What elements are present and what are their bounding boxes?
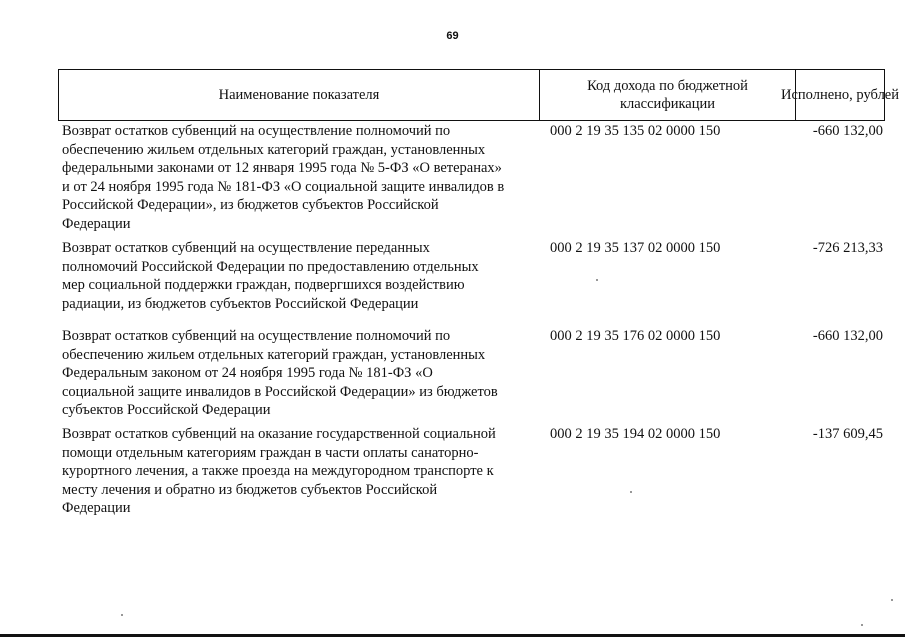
column-header-name: Наименование показателя: [218, 87, 380, 103]
row-value: -137 609,45: [812, 426, 883, 442]
row-name: Возврат остатков субвенций на осуществление полномочий по обеспечению жильем отдельных категорий граждан, установленных федеральными законами от 12 января 1995 года № 5-ФЗ «О ветеранах» и от 24 ноября 1995 года № 181-ФЗ «О социальной защите инвалидов в Российской Федерации», из бюджетов субъектов Российской Федерации: [62, 123, 505, 232]
table-header: [58, 69, 899, 121]
scan-speck: [121, 614, 123, 616]
row-value: -726 213,33: [812, 240, 883, 256]
row-value: -660 132,00: [812, 328, 883, 344]
row-code: 000 2 19 35 135 02 0000 150: [550, 123, 721, 139]
row-name: Возврат остатков субвенций на осуществление переданных полномочий Российской Федерации по предоставлению отдельных мер социальной поддержки граждан, подвергшихся воздействию радиации, из бюджетов субъектов Российской Федерации: [62, 240, 479, 312]
page-number: 69: [446, 30, 459, 42]
row-code: 000 2 19 35 137 02 0000 150: [550, 240, 721, 256]
scan-speck: [891, 599, 893, 601]
scan-speck: [861, 624, 863, 626]
row-name: Возврат остатков субвенций на осуществление полномочий по обеспечению жильем отдельных категорий граждан, установленных Федеральным законом от 24 ноября 1995 года № 181-ФЗ «О социальной защите инвалидов в Российской Федерации» из бюджетов субъектов Российской Федерации: [62, 328, 498, 419]
row-code: 000 2 19 35 194 02 0000 150: [550, 426, 721, 442]
row-code: 000 2 19 35 176 02 0000 150: [550, 328, 721, 344]
scan-speck: [596, 279, 598, 281]
scan-speck: [630, 491, 632, 493]
column-header-code: Код дохода по бюджетной классификации: [539, 70, 795, 120]
row-name: Возврат остатков субвенций на оказание государственной социальной помощи отдельным категориям граждан в части оплаты санаторно- курортного лечения, а также проезда на междугородном транспорте к месту лечения и обратно из бюджетов субъектов Российской Федерации: [62, 426, 496, 517]
bottom-border: [0, 634, 905, 637]
row-value: -660 132,00: [812, 123, 883, 139]
column-header-executed: Исполнено, рублей: [795, 70, 884, 120]
